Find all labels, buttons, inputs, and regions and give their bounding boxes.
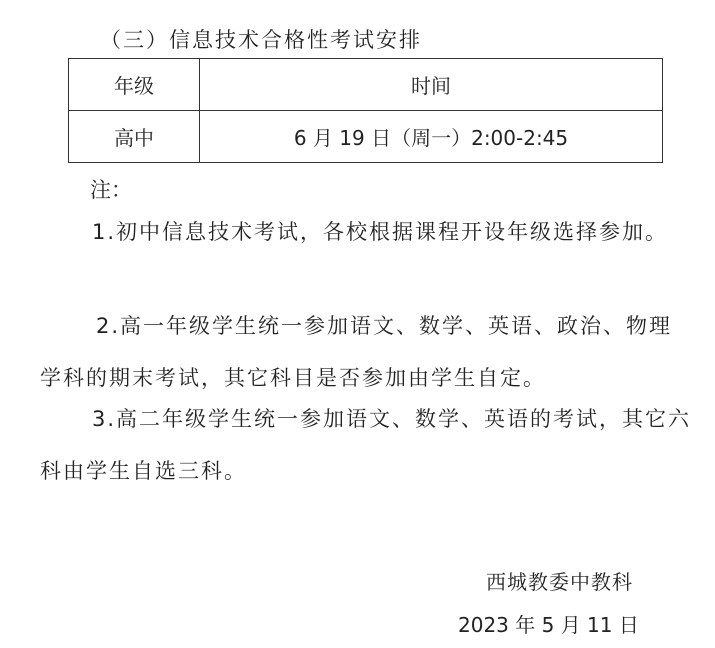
header-time: 时间 (200, 59, 663, 111)
notes-label: 注： (90, 178, 132, 202)
cell-time: 6 月 19 日（周一）2:00-2:45 (200, 111, 663, 163)
section-title: （三）信息技术合格性考试安排 (100, 28, 422, 52)
issue-date: 2023 年 5 月 11 日 (458, 613, 639, 637)
note-item-3: 3.高二年级学生统一参加语文、数学、英语的考试，其它六科由学生自选三科。 (40, 407, 692, 483)
exam-schedule-table (68, 58, 663, 163)
cell-grade: 高中 (69, 111, 200, 163)
header-grade: 年级 (69, 59, 200, 111)
note-item-2: 2.高一年级学生统一参加语文、数学、英语、政治、物理学科的期末考试，其它科目是否参加由学生自定。 (40, 314, 673, 390)
issuing-organization: 西城教委中教科 (486, 570, 633, 594)
note-item-1: 1.初中信息技术考试，各校根据课程开设年级选择参加。 (92, 220, 669, 244)
table-row (69, 111, 663, 163)
table-header-row (69, 59, 663, 111)
